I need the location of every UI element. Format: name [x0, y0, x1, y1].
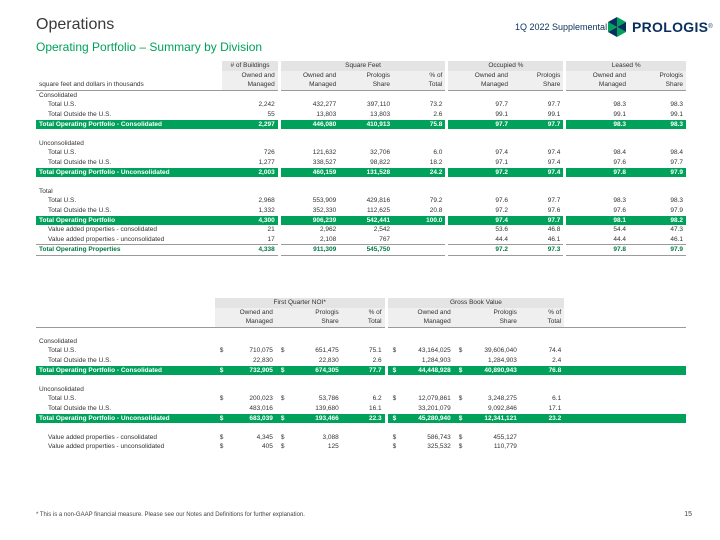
currency-symbol: $: [280, 433, 285, 441]
table-cell: 98.4: [565, 148, 629, 158]
table-cell: 99.1: [670, 110, 683, 118]
table-cell: [520, 442, 564, 452]
table-cell: 97.9: [670, 206, 683, 214]
table-cell: 2,962: [279, 225, 339, 235]
row-label: Total Operating Portfolio - Unconsolidated: [36, 414, 215, 424]
table-row: [36, 148, 686, 158]
currency-symbol: [276, 404, 288, 414]
table-cell: 4,345: [256, 433, 273, 441]
col-header: Share: [629, 80, 686, 90]
col-header: Managed: [386, 317, 454, 327]
col-header: Owned and: [215, 308, 276, 318]
row-label: Value added properties - consolidated: [48, 226, 158, 234]
col-header: % of: [520, 308, 564, 318]
table-row: [36, 356, 686, 366]
table-cell: [342, 433, 386, 443]
table-cell: 432,277: [279, 100, 339, 110]
col-header: Managed: [565, 80, 629, 90]
table-row: [36, 225, 686, 235]
currency-symbol: $: [276, 366, 288, 376]
table-row: [36, 346, 686, 356]
row-label: Total Operating Portfolio: [36, 216, 222, 226]
table-cell: 98.3: [565, 196, 629, 206]
row-label: Total U.S.: [48, 197, 77, 205]
table-cell: 98,822: [370, 158, 391, 166]
row-label: Total Operating Portfolio - Consolidated: [36, 120, 222, 130]
table-cell: 2,297: [222, 120, 279, 130]
currency-symbol: [276, 356, 288, 366]
currency-symbol: $: [458, 443, 463, 451]
group-header-noi: First Quarter NOI*: [215, 298, 386, 308]
table-cell: 6.1: [552, 395, 562, 403]
row-label: Total U.S.: [48, 149, 77, 157]
table-cell: 97.7: [447, 120, 511, 130]
col-header: Owned and: [222, 71, 279, 81]
table-cell: 98.3: [629, 120, 686, 130]
currency-symbol: $: [386, 433, 399, 443]
table-row: [36, 442, 686, 452]
table-cell: 97.7: [447, 100, 511, 110]
table-cell: 22,830: [252, 357, 273, 365]
table-cell: 12,341,121: [465, 414, 520, 424]
table-cell: 553,909: [279, 196, 339, 206]
table-cell: 99.1: [565, 110, 629, 120]
table-cell: 325,532: [427, 443, 451, 451]
table-cell: 98.4: [670, 149, 683, 157]
row-label: Total Operating Portfolio - Unconsolidated: [36, 168, 222, 178]
spacer-cell: [564, 356, 686, 366]
table-cell: 193,466: [287, 414, 341, 424]
table-cell: 46.1: [629, 235, 686, 245]
row-label: Total Operating Properties: [36, 245, 222, 256]
registered-mark: ®: [708, 24, 713, 30]
row-label: Value added properties - consolidated: [48, 433, 158, 441]
col-header: Share: [276, 317, 342, 327]
total-row: [36, 168, 686, 178]
total-row: [36, 414, 686, 424]
group-header-gross-book-value: Gross Book Value: [386, 298, 564, 308]
currency-symbol: $: [458, 433, 463, 441]
row-label: Value added properties - unconsolidated: [36, 235, 222, 245]
table-row: [36, 110, 686, 120]
table-cell: 1,277: [258, 158, 275, 166]
table-cell: 455,127: [493, 433, 517, 441]
table-cell: 726: [263, 149, 275, 157]
table-cell: 1,284,903: [488, 357, 517, 365]
supplemental-label: 1Q 2022 Supplemental: [515, 22, 608, 32]
row-label: Total Outside the U.S.: [48, 158, 112, 166]
table-cell: 710,075: [249, 347, 273, 355]
table-cell: 483,016: [249, 405, 273, 413]
section-label-total: Total: [39, 187, 53, 195]
col-header: Total: [342, 317, 386, 327]
table-cell: [393, 245, 447, 256]
table-cell: 22.3: [342, 414, 386, 424]
table-cell: 75.1: [368, 347, 382, 355]
table-cell: 13,803: [279, 110, 339, 120]
table-cell: 74.4: [548, 347, 562, 355]
table-cell: 99.1: [547, 110, 561, 118]
table-cell: 76.8: [520, 366, 564, 376]
logo-text: PROLOGIS: [632, 19, 709, 35]
table-cell: 79.2: [429, 197, 443, 205]
table-cell: 545,750: [339, 245, 393, 256]
table-cell: 17.1: [548, 405, 562, 413]
table-cell: 97.6: [547, 206, 561, 214]
table-cell: 429,816: [366, 197, 391, 205]
table-cell: 674,305: [287, 366, 341, 376]
table-cell: 683,039: [226, 414, 275, 424]
row-label: Value added properties - unconsolidated: [48, 443, 165, 451]
row-label: Total Outside the U.S.: [48, 110, 112, 118]
currency-symbol: [386, 356, 399, 366]
footnote: * This is a non-GAAP financial measure. Please see our Notes and Definitions for further explanation.: [36, 512, 305, 518]
table-cell: 98.3: [670, 197, 683, 205]
table-cell: 3,088: [322, 433, 339, 441]
table-cell: 46.8: [547, 226, 561, 234]
spacer-cell: [564, 366, 686, 376]
noi-gross-book-value-table: [36, 298, 686, 452]
section-label-unconsolidated: Unconsolidated: [39, 139, 84, 147]
col-header: Owned and: [565, 71, 629, 81]
table-cell: 139,680: [315, 405, 339, 413]
table-cell: 24.2: [393, 168, 447, 178]
currency-symbol: [454, 356, 466, 366]
table-cell: 53.6: [447, 225, 511, 235]
table-cell: 6.0: [433, 149, 443, 157]
table-cell: 47.3: [670, 226, 683, 234]
col-header: Managed: [279, 80, 339, 90]
col-header: Total: [520, 317, 564, 327]
table-cell: 97.7: [511, 216, 565, 226]
table-cell: 410,913: [339, 120, 393, 130]
col-header: Share: [511, 80, 565, 90]
currency-symbol: $: [454, 414, 466, 424]
table-cell: 110,779: [493, 443, 517, 451]
table-cell: 97.7: [511, 120, 565, 130]
table-cell: 97.4: [547, 158, 561, 166]
row-label: Total U.S.: [48, 395, 77, 403]
currency-symbol: $: [219, 443, 224, 451]
table-cell: 97.2: [447, 168, 511, 178]
table-row: [36, 100, 686, 110]
table-cell: 99.1: [447, 110, 511, 120]
table-cell: 98.3: [565, 120, 629, 130]
table-cell: 2,542: [373, 226, 391, 234]
spacer-cell: [564, 346, 686, 356]
currency-symbol: $: [386, 442, 399, 452]
table-row: [36, 196, 686, 206]
currency-symbol: $: [280, 347, 285, 355]
table-cell: 22,830: [318, 357, 339, 365]
table-cell: 17: [222, 235, 279, 245]
row-label: Total U.S.: [48, 101, 77, 109]
currency-symbol: $: [386, 414, 399, 424]
table-cell: 75.8: [393, 120, 447, 130]
section-label-unconsolidated: Unconsolidated: [39, 385, 84, 393]
table-cell: 125: [327, 443, 339, 451]
currency-symbol: [215, 404, 227, 414]
table-cell: 39,606,040: [484, 347, 517, 355]
table-cell: 97.4: [447, 148, 511, 158]
page-subtitle: Operating Portfolio – Summary by Division: [36, 40, 263, 54]
table-cell: 200,023: [249, 395, 273, 403]
col-header: Managed: [215, 317, 276, 327]
table-cell: 45,280,940: [399, 414, 454, 424]
row-label: Total Outside the U.S.: [48, 405, 112, 413]
row-label: Total Outside the U.S.: [48, 206, 112, 214]
table-cell: 100.0: [393, 216, 447, 226]
table-cell: 405: [261, 443, 273, 451]
table-cell: [520, 433, 564, 443]
col-header: Managed: [222, 80, 279, 90]
table-row: [36, 206, 686, 216]
table-cell: 97.6: [447, 196, 511, 206]
currency-symbol: $: [386, 366, 399, 376]
currency-symbol: $: [386, 346, 399, 356]
table-cell: 13,803: [370, 110, 391, 118]
table-cell: 44,448,928: [399, 366, 454, 376]
currency-symbol: [454, 404, 466, 414]
currency-symbol: $: [219, 395, 224, 403]
table-cell: 586,743: [427, 433, 451, 441]
page-title: Operations: [36, 16, 115, 33]
table-cell: 97.6: [565, 206, 629, 216]
table-cell: 2,968: [258, 197, 275, 205]
total-row: [36, 366, 686, 376]
spacer-cell: [564, 433, 686, 443]
table-cell: 2,242: [258, 101, 275, 109]
table-cell: 352,330: [279, 206, 339, 216]
table-cell: 53,786: [318, 395, 339, 403]
spacer-cell: [564, 442, 686, 452]
col-header: Share: [454, 317, 520, 327]
table-cell: 73.2: [429, 101, 443, 109]
table-cell: [342, 442, 386, 452]
table-cell: 2.6: [372, 357, 382, 365]
table-cell: 97.2: [447, 206, 511, 216]
col-header: % of: [393, 71, 447, 81]
col-header: Total: [393, 80, 447, 90]
total-row: [36, 216, 686, 226]
prologis-logo: [606, 16, 713, 38]
table-row: [36, 404, 686, 414]
table-row: [36, 235, 686, 245]
table-cell: 44.4: [565, 235, 629, 245]
table-cell: 131,528: [339, 168, 393, 178]
col-header: Prologis: [511, 71, 565, 81]
currency-symbol: $: [215, 366, 227, 376]
table-cell: 97.6: [565, 158, 629, 168]
total-row: [36, 245, 686, 256]
table-cell: 112,625: [367, 206, 391, 214]
currency-symbol: $: [219, 347, 224, 355]
table-cell: 2.6: [433, 110, 443, 118]
col-header: Prologis: [339, 71, 393, 81]
table-cell: 732,905: [226, 366, 275, 376]
table-cell: 97.7: [670, 158, 683, 166]
table-cell: 98.1: [565, 216, 629, 226]
table-cell: 33,201,079: [418, 405, 451, 413]
col-header: Share: [339, 80, 393, 90]
table-cell: 3,248,275: [488, 395, 517, 403]
table-cell: 98.2: [629, 216, 686, 226]
table-cell: 54.4: [565, 225, 629, 235]
operating-portfolio-table: [36, 61, 686, 256]
table-cell: 97.3: [511, 245, 565, 256]
table-cell: 55: [267, 110, 275, 118]
currency-symbol: $: [280, 395, 285, 403]
currency-symbol: $: [219, 433, 224, 441]
total-row: [36, 120, 686, 130]
row-label: Total Operating Portfolio - Consolidated: [36, 366, 215, 376]
table-cell: 97.9: [629, 245, 686, 256]
table-cell: 97.8: [565, 168, 629, 178]
table-cell: 44.4: [447, 235, 511, 245]
group-header-occupied: Occupied %: [447, 61, 565, 71]
table-cell: 23.2: [520, 414, 564, 424]
table-cell: 43,164,025: [418, 347, 451, 355]
table-cell: 21: [267, 226, 275, 234]
table-cell: 20.8: [429, 206, 443, 214]
table-cell: 16.1: [368, 405, 382, 413]
table-cell: 97.8: [565, 245, 629, 256]
table-cell: 2,108: [279, 235, 339, 245]
table-cell: 9,092,846: [488, 405, 517, 413]
col-header: Owned and: [386, 308, 454, 318]
table-cell: [393, 235, 447, 245]
table-cell: 446,080: [279, 120, 339, 130]
table-cell: 397,110: [367, 101, 391, 109]
currency-symbol: $: [276, 414, 288, 424]
group-header-buildings: # of Buildings: [222, 61, 279, 71]
table-cell: 2,003: [222, 168, 279, 178]
prologis-logo-icon: [606, 16, 628, 38]
section-label-consolidated: Consolidated: [39, 337, 77, 345]
col-header: Managed: [447, 80, 511, 90]
currency-symbol: $: [458, 347, 463, 355]
table-cell: 97.1: [447, 158, 511, 168]
group-header-square-feet: Square Feet: [279, 61, 447, 71]
table-cell: 542,441: [339, 216, 393, 226]
table-row: [36, 433, 686, 443]
page-number: 15: [684, 511, 692, 518]
table-cell: 911,309: [279, 245, 339, 256]
table-cell: 4,338: [222, 245, 279, 256]
table-cell: 97.4: [547, 149, 561, 157]
section-label-consolidated: Consolidated: [39, 91, 77, 99]
table-cell: 2.4: [552, 357, 562, 365]
table-cell: 97.9: [629, 168, 686, 178]
currency-symbol: $: [215, 414, 227, 424]
currency-symbol: [215, 356, 227, 366]
currency-symbol: $: [386, 394, 399, 404]
table-cell: 338,527: [279, 158, 339, 168]
table-cell: 12,079,861: [418, 395, 451, 403]
table-cell: 906,239: [279, 216, 339, 226]
currency-symbol: $: [458, 395, 463, 403]
col-header: Prologis: [629, 71, 686, 81]
table-cell: 77.7: [342, 366, 386, 376]
table-cell: 97.4: [511, 168, 565, 178]
table-cell: 32,706: [370, 149, 391, 157]
col-header: Owned and: [447, 71, 511, 81]
table-cell: 4,300: [222, 216, 279, 226]
table-cell: 460,159: [279, 168, 339, 178]
table-row: [36, 158, 686, 168]
col-header: Prologis: [276, 308, 342, 318]
currency-symbol: $: [454, 366, 466, 376]
currency-symbol: [386, 404, 399, 414]
col-header: % of: [342, 308, 386, 318]
table-cell: 1,284,903: [421, 357, 451, 365]
col-header: Prologis: [454, 308, 520, 318]
table-cell: 97.4: [447, 216, 511, 226]
table-row: [36, 394, 686, 404]
table-cell: 40,890,943: [465, 366, 520, 376]
table-cell: 98.3: [565, 100, 629, 110]
table-cell: 97.2: [447, 245, 511, 256]
table-cell: 18.2: [429, 158, 443, 166]
row-label: Total U.S.: [48, 347, 77, 355]
col-header: Owned and: [279, 71, 339, 81]
units-label: square feet and dollars in thousands: [36, 80, 222, 90]
table-cell: 767: [339, 235, 393, 245]
table-cell: 98.3: [670, 101, 683, 109]
spacer-cell: [564, 394, 686, 404]
table-cell: 46.1: [511, 235, 565, 245]
table-cell: 97.7: [547, 197, 561, 205]
table-cell: 97.7: [547, 101, 561, 109]
group-header-leased: Leased %: [565, 61, 686, 71]
row-label: Total Outside the U.S.: [48, 357, 112, 365]
spacer-cell: [564, 414, 686, 424]
table-cell: 1,332: [258, 206, 275, 214]
table-cell: 121,632: [279, 148, 339, 158]
table-cell: [393, 225, 447, 235]
spacer-cell: [564, 404, 686, 414]
table-cell: 651,475: [315, 347, 339, 355]
currency-symbol: $: [280, 443, 285, 451]
table-cell: 6.2: [372, 395, 382, 403]
